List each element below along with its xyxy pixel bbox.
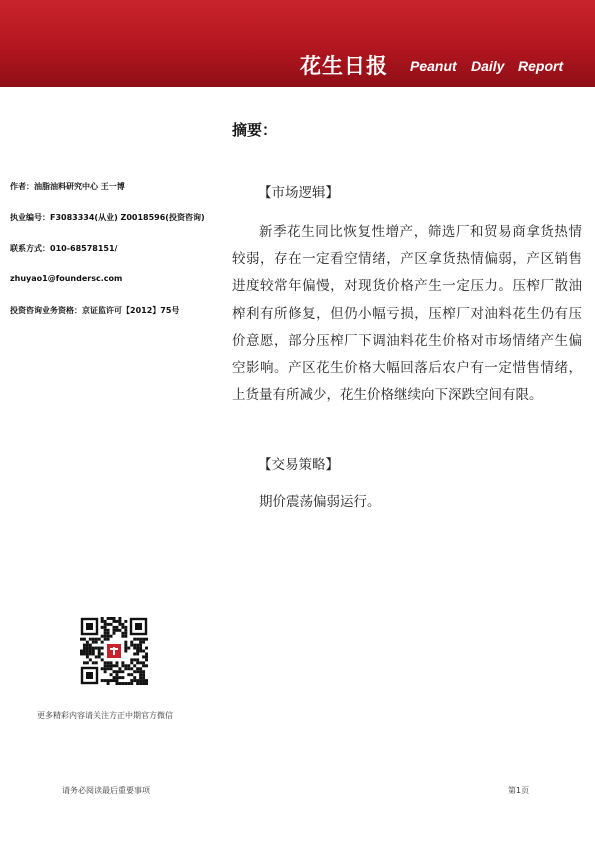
contact-email: zhuyao1@foundersc.com — [10, 274, 123, 283]
footer-notice: 请务必阅读最后重要事项 — [62, 786, 150, 795]
qr-caption: 更多精彩内容请关注方正中期官方微信 — [37, 711, 173, 720]
qr-code-image — [80, 617, 148, 685]
contact-phone: 联系方式：010-68578151/ — [10, 244, 118, 253]
strategy-paragraph: 期价震荡偏弱运行。 — [259, 494, 381, 510]
market-logic-paragraph: 新季花生同比恢复性增产，筛选厂和贸易商拿货热情较弱，存在一定看空情绪，产区拿货热情偏弱，产区销售进度较常年偏慢，对现货价格产生一定压力。压榨厂散油榨利有所修复，但仍小幅亏损，压榨厂对油料花生仍有压价意愿，部分压榨厂下调油料花生价格对市场情绪产生偏空影响。产区花生价格大幅回落后农户有一定惜售情绪，上货量有所减少，花生价格继续向下深跌空间有限。 — [232, 224, 582, 404]
report-title-en-word: Daily — [471, 58, 505, 74]
report-title-en-word: Peanut — [410, 58, 457, 74]
author-line: 作者：油脂油料研究中心 王一博 — [10, 182, 125, 191]
qualification-line: 投资咨询业务资格：京证监许可【2012】75号 — [10, 306, 180, 315]
header-banner — [0, 0, 595, 87]
page-number: 第1页 — [508, 786, 530, 795]
license-number: 执业编号：F3083334(从业) Z0018596(投资咨询) — [10, 213, 205, 222]
report-title-cn: 花生日报 — [300, 54, 388, 78]
section-heading-strategy: 【交易策略】 — [258, 457, 339, 473]
abstract-heading: 摘要： — [232, 121, 278, 139]
report-title-en-word: Report — [518, 58, 564, 74]
section-heading-market-logic: 【市场逻辑】 — [258, 185, 339, 201]
